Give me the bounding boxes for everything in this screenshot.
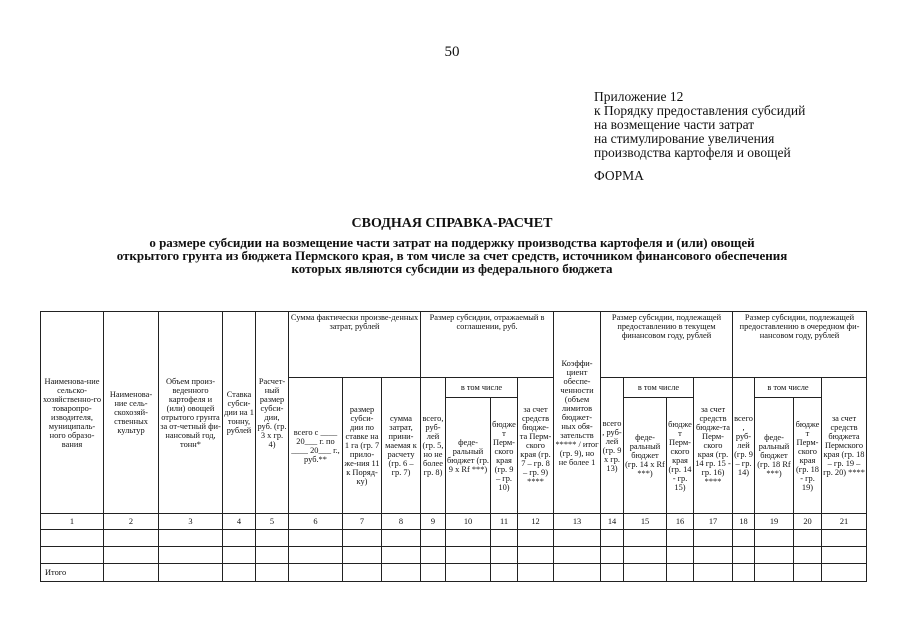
- header-agreement-federal: феде-ральный бюджет (гр. 9 х Rf ***): [446, 398, 491, 514]
- header-current-federal: феде-ральный бюджет (гр. 14 х Rf ***): [624, 398, 667, 514]
- appendix-line: на стимулирование увеличения: [594, 131, 775, 146]
- header-next-total: всего, руб-лей (гр. 9 – гр. 14): [733, 378, 755, 514]
- column-number: 7: [343, 514, 382, 530]
- column-number: 9: [421, 514, 446, 530]
- header-costs-total: всего с ____ 20___ г. по ____ 20___ г., руб.**: [289, 378, 343, 514]
- header-current-regional: бюджет Перм-ского края (гр. 14 - гр. 15): [667, 398, 694, 514]
- header-next-including: в том числе: [755, 378, 822, 398]
- header-group-current-year: Размер субсидии, подлежащей предоставлению в текущем финансовом году, рублей: [601, 312, 733, 378]
- column-number: 1: [41, 514, 104, 530]
- column-number: 21: [822, 514, 867, 530]
- header-next-regional-extra: за счет средств бюджета Пермского края (гр. 18 – гр. 19 – гр. 20) ****: [822, 378, 867, 514]
- document-subtitle: [40, 236, 864, 275]
- column-number: 4: [223, 514, 256, 530]
- header-next-regional: бюджет Перм-ского края (гр. 18 - гр. 19): [794, 398, 822, 514]
- form-label: ФОРМА: [594, 168, 644, 183]
- column-number: 20: [794, 514, 822, 530]
- column-number: 14: [601, 514, 624, 530]
- column-number: 17: [694, 514, 733, 530]
- header-next-federal: феде-ральный бюджет (гр. 18 Rf ***): [755, 398, 794, 514]
- column-number: 6: [289, 514, 343, 530]
- column-number: 18: [733, 514, 755, 530]
- header-agreement-total: всего, руб-лей (гр. 5, но не более гр. 8): [421, 378, 446, 514]
- column-number: 16: [667, 514, 694, 530]
- document-title: СВОДНАЯ СПРАВКА-РАСЧЕТ: [351, 216, 553, 231]
- header-current-total: всего, руб-лей (гр. 9 х гр. 13): [601, 378, 624, 514]
- appendix-line: на возмещение части затрат: [594, 117, 755, 132]
- column-number: 3: [159, 514, 223, 530]
- column-number: 5: [256, 514, 289, 530]
- header-current-regional-extra: за счет средств бюдже-та Перм-ского края (гр. 14 гр. 15 - гр. 16) ****: [694, 378, 733, 514]
- subtitle-line: открытого грунта из бюджета Пермского края, в том числе за счет средств, источником финансового обеспечения: [116, 248, 788, 263]
- header-estimated-subsidy: Расчет-ный размер субси-дии, руб. (гр. 3 х гр. 4): [256, 312, 289, 514]
- header-agreement-including: в том числе: [446, 378, 518, 398]
- appendix-line: к Порядку предоставления субсидий: [594, 103, 806, 118]
- subtitle-line: которых являются субсидии из федерального бюджета: [291, 261, 613, 276]
- table-row: [41, 530, 867, 547]
- column-numbers-row: [41, 514, 867, 530]
- header-group-costs: Сумма фактически произве-денных затрат, рублей: [289, 312, 421, 378]
- total-label: Итого: [41, 564, 104, 582]
- column-number: 13: [554, 514, 601, 530]
- column-number: 10: [446, 514, 491, 530]
- appendix-line: производства картофеля и овощей: [594, 145, 791, 160]
- header-hectare-subsidy: размер субси-дии по ставке на 1 га (гр. 7 прило-же-ния 11 к Поряд-ку): [343, 378, 382, 514]
- header-accepted-costs: сумма затрат, прини-маемая к расчету (гр. 6 – гр. 7): [382, 378, 421, 514]
- column-number: 11: [491, 514, 518, 530]
- header-group-agreement: Размер субсидии, отражаемый в соглашении, руб.: [421, 312, 554, 378]
- column-number: 12: [518, 514, 554, 530]
- appendix-line: Приложение 12: [594, 89, 684, 104]
- table-row: [41, 547, 867, 564]
- header-coefficient: Коэффи-циент обеспе-ченности (объем лимитов бюджет-ных обя-зательств ***** / итог (гр. 9), но не более 1: [554, 312, 601, 514]
- page-number: 50: [444, 44, 460, 60]
- column-number: 2: [104, 514, 159, 530]
- header-group-next-year: Размер субсидии, подлежащей предоставлению в очередном фи-нансовом году, рублей: [733, 312, 867, 378]
- subtitle-line: о размере субсидии на возмещение части затрат на поддержку производства картофеля и (или) овощей: [149, 235, 755, 250]
- header-current-including: в том числе: [624, 378, 694, 398]
- calculation-table: [40, 311, 867, 582]
- header-agreement-regional: бюджет Перм-ского края (гр. 9 – гр. 10): [491, 398, 518, 514]
- column-number: 15: [624, 514, 667, 530]
- header-rate: Ставка субси-дии на 1 тонну, рублей: [223, 312, 256, 514]
- column-number: 19: [755, 514, 794, 530]
- total-row: [41, 564, 867, 582]
- column-number: 8: [382, 514, 421, 530]
- header-producer: Наименова-ние сельско-хозяйственно-го товаропро-изводителя, муниципаль-ного образо-вания: [41, 312, 104, 514]
- appendix-block: [594, 90, 805, 160]
- header-volume: Объем произ-веденного картофеля и (или) овощей отрытого грунта за от-четный фи-нансовый год, тонн*: [159, 312, 223, 514]
- header-crops: Наименова-ние сель-скохозяй-ственных культур: [104, 312, 159, 514]
- header-agreement-regional-extra: за счет средств бюдже-та Перм-ского края (гр. 7 – гр. 8 – гр. 9) ****: [518, 378, 554, 514]
